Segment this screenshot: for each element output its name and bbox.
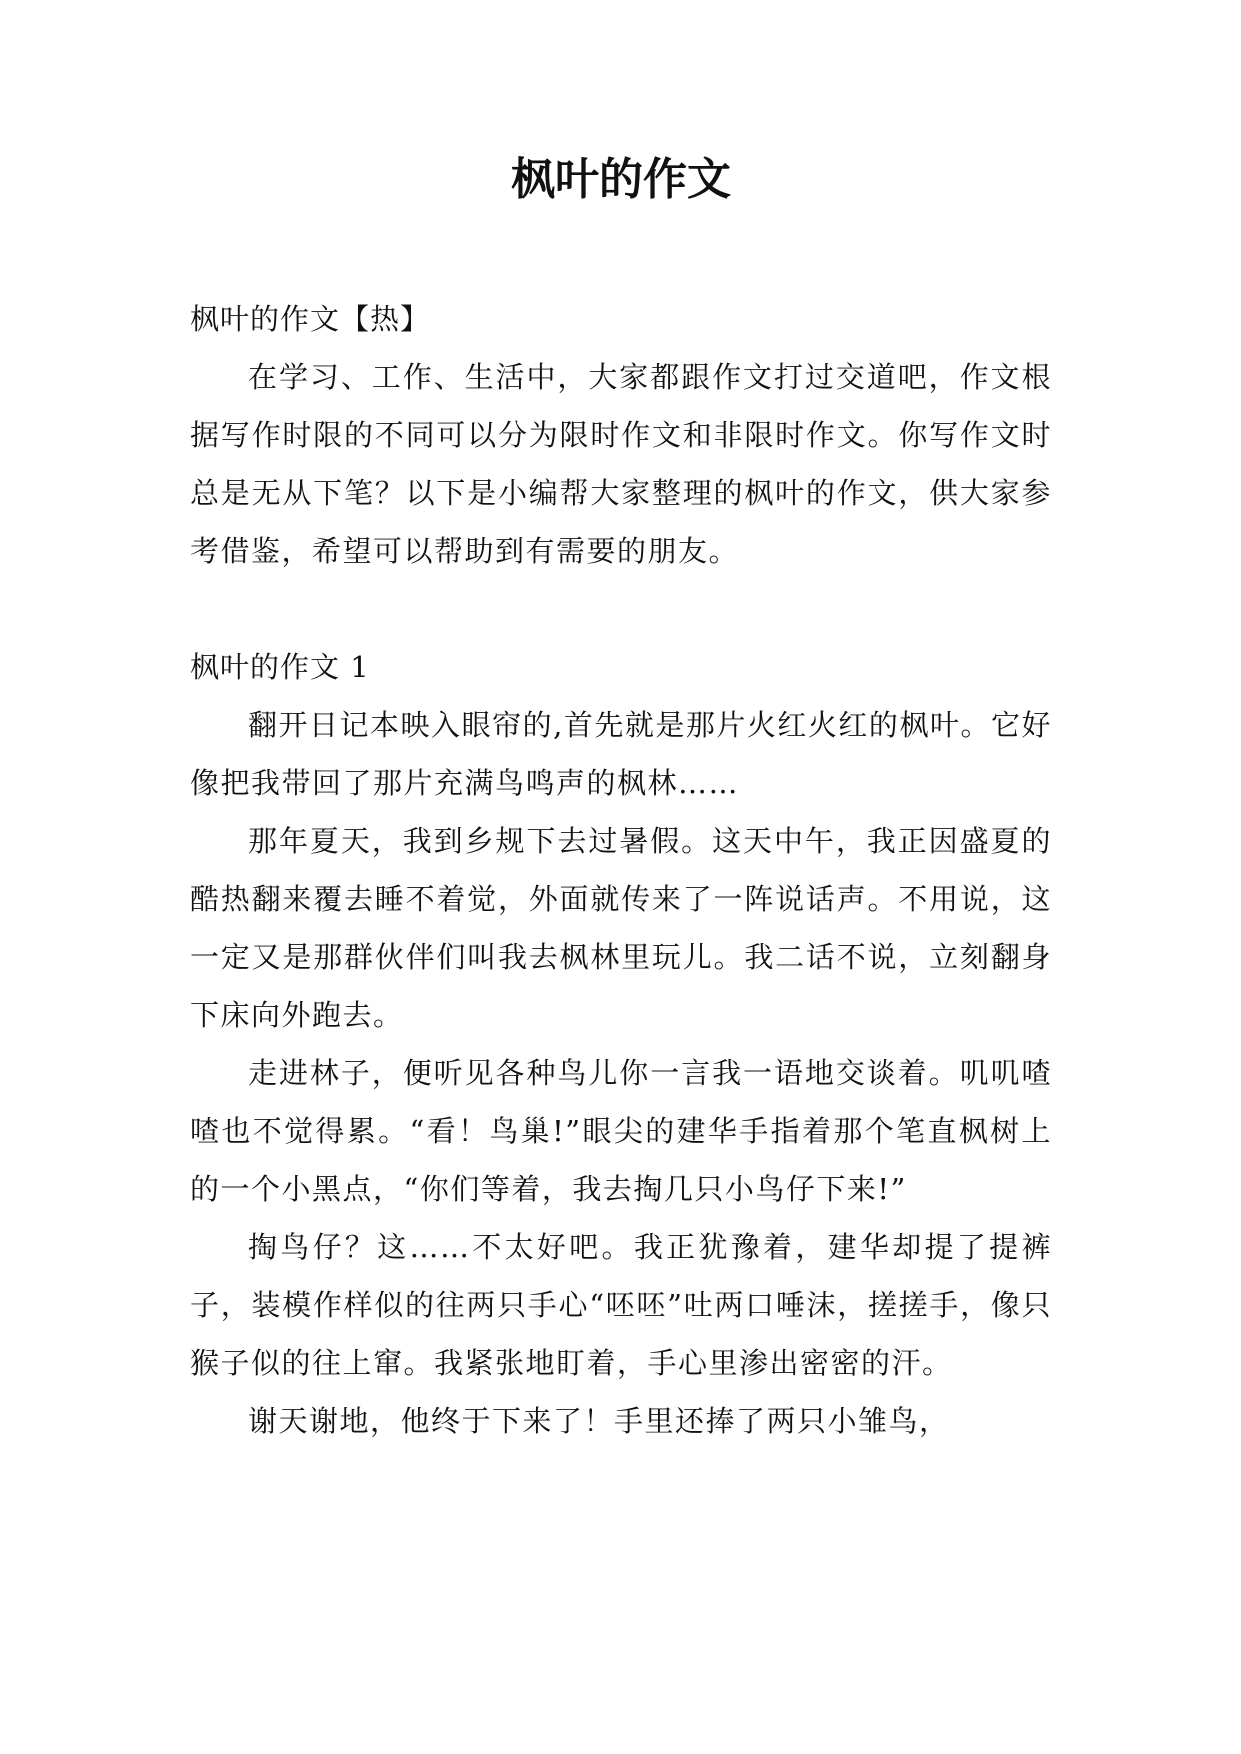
document-page [190, 0, 1052, 1754]
section-spacer [190, 580, 1052, 638]
document-body [190, 290, 1052, 1450]
essay1-paragraph: 掏鸟仔？这……不太好吧。我正犹豫着，建华却提了提裤子，装模作样似的往两只手心“呸呸”吐两口唾沫，搓搓手，像只猴子似的往上窜。我紧张地盯着，手心里渗出密密的汗。 [190, 1230, 1052, 1380]
essay1-heading: 枫叶的作文 1 [190, 650, 370, 684]
document-title: 枫叶的作文 [511, 154, 731, 205]
essay1-paragraph: 那年夏天，我到乡规下去过暑假。这天中午，我正因盛夏的酷热翻来覆去睡不着觉，外面就传来了一阵说话声。不用说，这一定又是那群伙伴们叫我去枫林里玩儿。我二话不说，立刻翻身下床向外跑去。 [190, 824, 1052, 1032]
intro-heading: 枫叶的作文【热】 [190, 302, 431, 336]
essay1-paragraph: 翻开日记本映入眼帘的,首先就是那片火红火红的枫叶。它好像把我带回了那片充满鸟鸣声的枫林…… [190, 708, 1052, 800]
intro-paragraph: 在学习、工作、生活中，大家都跟作文打过交道吧，作文根据写作时限的不同可以分为限时作文和非限时作文。你写作文时总是无从下笔？以下是小编帮大家整理的枫叶的作文，供大家参考借鉴，希望可以帮助到有需要的朋友。 [190, 360, 1052, 568]
essay1-paragraph: 走进林子，便听见各种鸟儿你一言我一语地交谈着。叽叽喳喳也不觉得累。“看！鸟巢!”眼尖的建华手指着那个笔直枫树上的一个小黑点，“你们等着，我去掏几只小鸟仔下来!” [190, 1056, 1052, 1206]
essay1-paragraph: 谢天谢地，他终于下来了！手里还捧了两只小雏鸟， [248, 1404, 950, 1438]
